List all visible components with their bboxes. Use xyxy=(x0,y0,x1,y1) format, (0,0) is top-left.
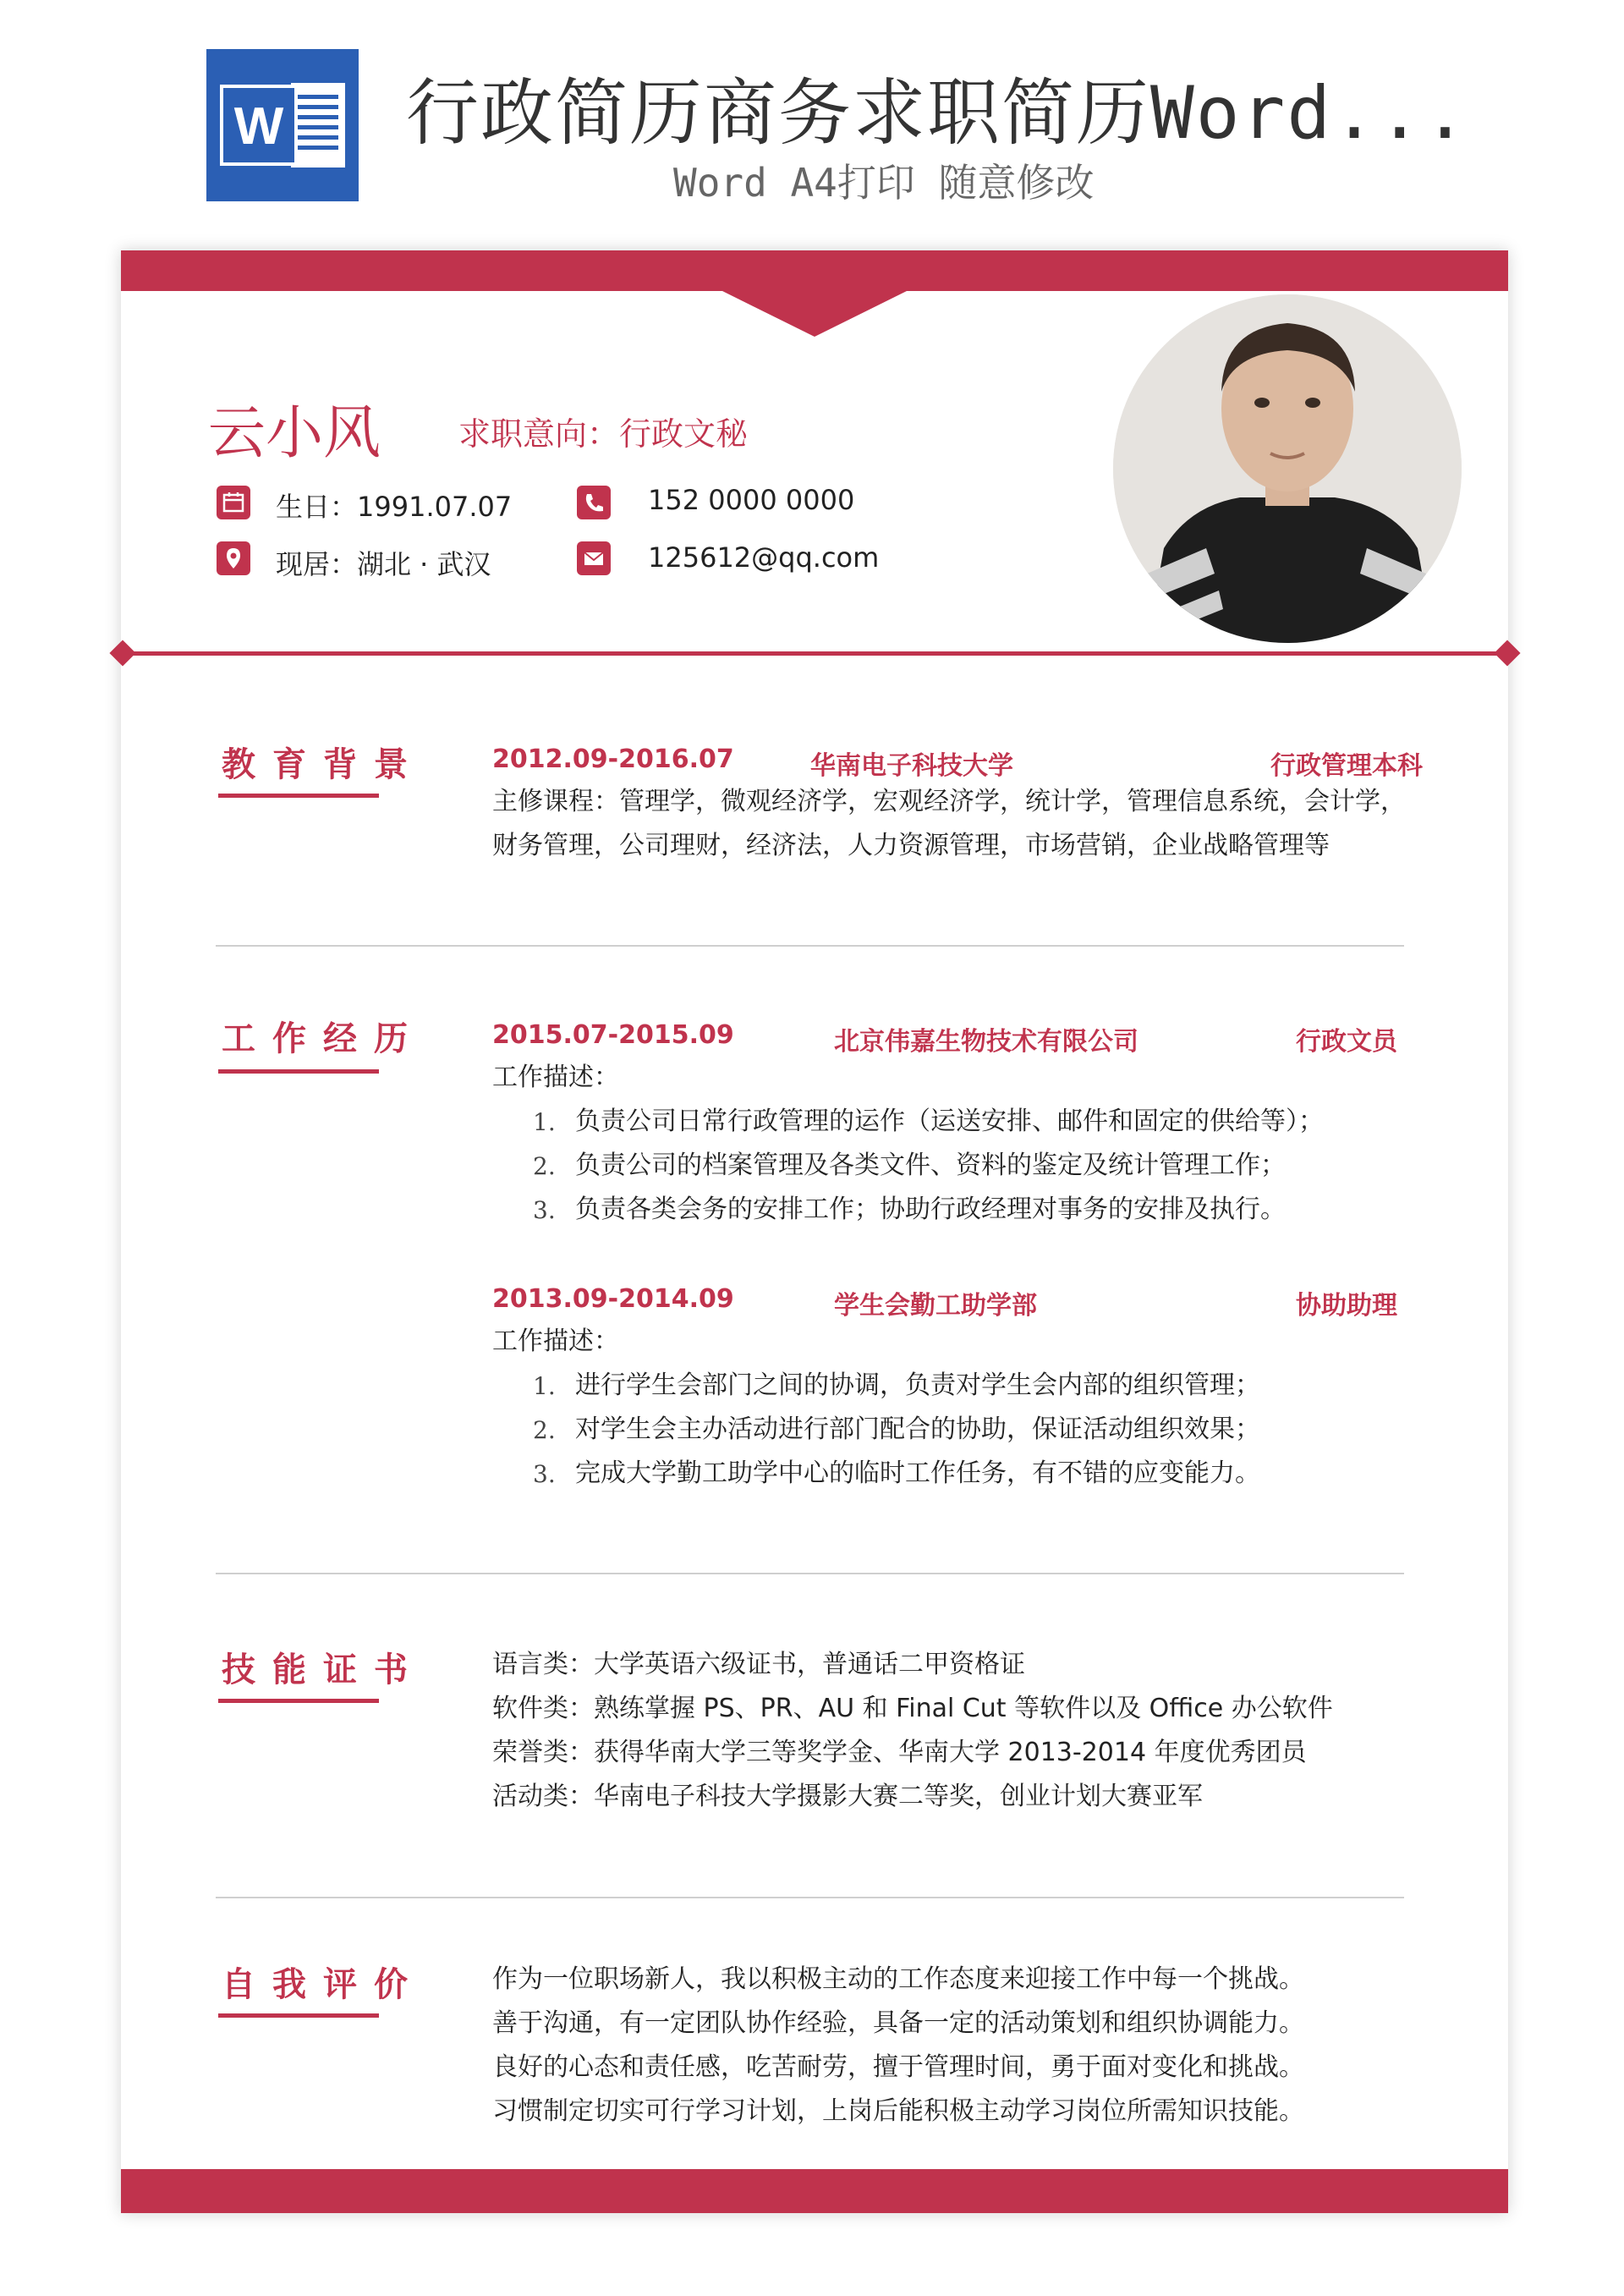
section-underline xyxy=(218,2013,379,2018)
section-separator xyxy=(216,1573,1404,1574)
self-eval-line: 善于沟通，有一定团队协作经验，具备一定的活动策划和组织协调能力。 xyxy=(492,2008,1304,2038)
list-number: 2. xyxy=(533,1152,556,1180)
section-title-self-eval: 自我评价 xyxy=(222,1965,425,2004)
list-number: 1. xyxy=(533,1108,556,1136)
education-degree: 行政管理本科 xyxy=(1270,751,1423,781)
job-period: 2015.07-2015.09 xyxy=(492,1020,734,1050)
document-subtitle: Word A4打印 随意修改 xyxy=(673,160,1095,206)
job-duty-item: 负责公司的档案管理及各类文件、资料的鉴定及统计管理工作； xyxy=(575,1151,1286,1180)
job-duty-item: 进行学生会部门之间的协调，负责对学生会内部的组织管理； xyxy=(575,1370,1260,1400)
job-company: 北京伟嘉生物技术有限公司 xyxy=(834,1027,1138,1057)
education-courses-line: 主修课程：管理学，微观经济学，宏观经济学，统计学，管理信息系统，会计学， xyxy=(492,787,1406,816)
section-underline xyxy=(218,794,379,798)
list-number: 1. xyxy=(533,1372,556,1400)
section-title-work: 工作经历 xyxy=(222,1019,425,1058)
top-accent-bar xyxy=(121,250,1508,291)
list-number: 3. xyxy=(533,1460,556,1488)
job-role: 协助助理 xyxy=(1296,1291,1397,1321)
top-notch-decoration xyxy=(719,289,910,337)
section-underline xyxy=(218,1069,379,1074)
document-title: 行政简历商务求职简历Word... xyxy=(406,71,1469,156)
section-title-skills: 技能证书 xyxy=(222,1651,425,1689)
education-period: 2012.09-2016.07 xyxy=(492,744,734,774)
candidate-name: 云小风 xyxy=(208,400,381,467)
phone-icon xyxy=(577,486,611,519)
birth-date: 生日：1991.07.07 xyxy=(276,491,513,523)
job-duty-item: 负责各类会务的安排工作；协助行政经理对事务的安排及执行。 xyxy=(575,1195,1286,1224)
list-number: 2. xyxy=(533,1416,556,1444)
word-document-icon xyxy=(206,49,359,201)
education-courses-line: 财务管理，公司理财，经济法，人力资源管理，市场营销，企业战略管理等 xyxy=(492,831,1330,860)
calendar-icon xyxy=(217,486,250,519)
phone-number: 152 0000 0000 xyxy=(648,484,855,516)
skill-line: 语言类：大学英语六级证书，普通话二甲资格证 xyxy=(492,1650,1025,1679)
education-school: 华南电子科技大学 xyxy=(810,751,1013,781)
job-period: 2013.09-2014.09 xyxy=(492,1284,734,1314)
skill-line: 软件类：熟练掌握 PS、PR、AU 和 Final Cut 等软件以及 Office 办公软件 xyxy=(492,1694,1333,1723)
job-desc-label: 工作描述： xyxy=(492,1063,619,1092)
job-desc-label: 工作描述： xyxy=(492,1327,619,1356)
job-intent: 求职意向：行政文秘 xyxy=(458,415,749,453)
list-number: 3. xyxy=(533,1196,556,1224)
current-location: 现居：湖北 · 武汉 xyxy=(276,548,491,580)
section-separator xyxy=(216,1897,1404,1898)
job-duty-item: 负责公司日常行政管理的运作（运送安排、邮件和固定的供给等）； xyxy=(575,1107,1324,1136)
skill-line: 荣誉类：获得华南大学三等奖学金、华南大学 2013-2014 年度优秀团员 xyxy=(492,1738,1307,1767)
job-duty-item: 对学生会主办活动进行部门配合的协助，保证活动组织效果； xyxy=(575,1414,1260,1444)
section-title-education: 教育背景 xyxy=(222,745,425,784)
section-underline xyxy=(218,1699,379,1703)
job-company: 学生会勤工助学部 xyxy=(834,1291,1037,1321)
mail-icon xyxy=(577,541,611,575)
self-eval-line: 作为一位职场新人，我以积极主动的工作态度来迎接工作中每一个挑战。 xyxy=(492,1964,1304,1994)
section-separator xyxy=(216,945,1404,947)
header-divider xyxy=(121,651,1508,656)
bottom-accent-bar xyxy=(121,2169,1508,2213)
job-duty-item: 完成大学勤工助学中心的临时工作任务，有不错的应变能力。 xyxy=(575,1458,1260,1488)
svg-text:W: W xyxy=(233,97,284,156)
profile-photo xyxy=(1113,294,1462,643)
location-pin-icon xyxy=(217,541,250,575)
job-role: 行政文员 xyxy=(1296,1027,1397,1057)
skill-line: 活动类：华南电子科技大学摄影大赛二等奖，创业计划大赛亚军 xyxy=(492,1782,1203,1811)
self-eval-line: 良好的心态和责任感，吃苦耐劳，擅于管理时间，勇于面对变化和挑战。 xyxy=(492,2052,1304,2082)
email-address: 125612@qq.com xyxy=(648,541,880,574)
self-eval-line: 习惯制定切实可行学习计划，上岗后能积极主动学习岗位所需知识技能。 xyxy=(492,2096,1304,2126)
